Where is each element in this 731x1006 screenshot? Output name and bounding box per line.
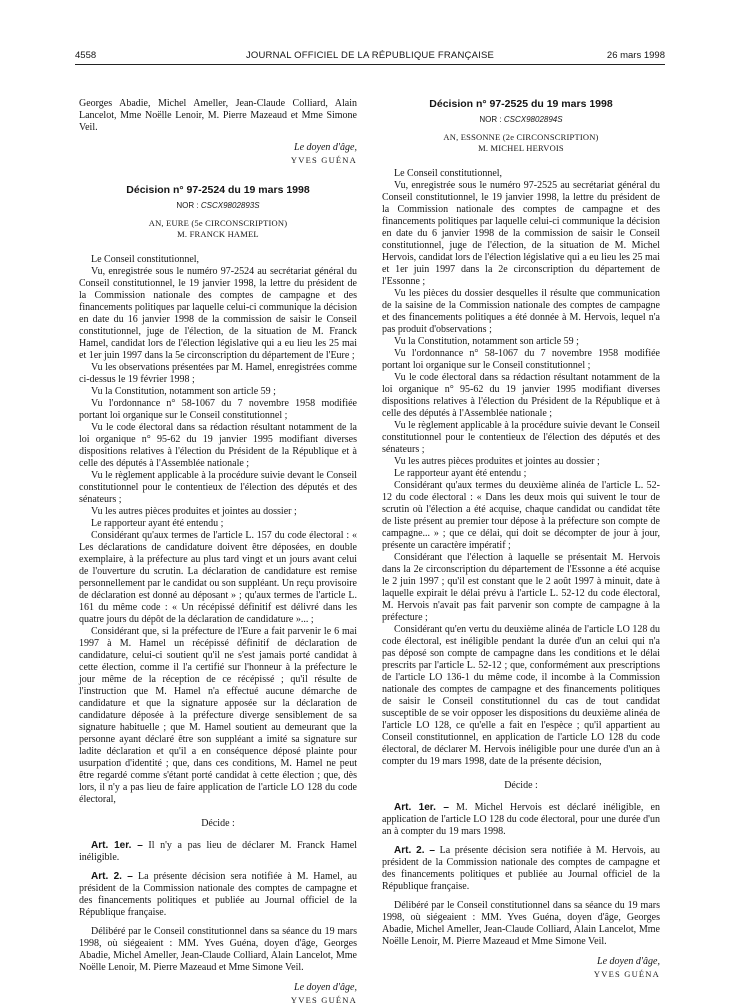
paragraph: Considérant qu'en vertu du deuxième alinéa de l'article LO 128 du code électoral, est inéligible pendant la durée d'un an celui qui n'a pas déposé son compte de campagne dans les conditions et le délai prescrits par l'article L. 52-12 ; que, conformément aux prescriptions de l'article LO 136-1 du même code, il incombe à la Commission nationale des comptes de campagne et des financements politiques de saisir le Conseil constitutionnel du cas de tout candidat susceptible de se voir opposer les dispositions du deuxième alinéa de l'article LO 128, ce qu'elle a fait en l'espèce ; qu'il appartient au Conseil constitutionnel, en application de l'article LO 128 du code électoral, de déclarer M. Hervois inéligible pour une durée d'un an à compter du 19 mars 1998, date de la présente décision, — [382, 624, 660, 767]
signature-name: YVES GUÉNA — [290, 995, 357, 1005]
signature-name: YVES GUÉNA — [593, 969, 660, 979]
paragraph: Vu l'ordonnance n° 58-1067 du 7 novembre 1958 modifiée portant loi organique sur le Conseil constitutionnel ; — [79, 398, 357, 421]
carryover-signature — [79, 142, 357, 166]
paragraph: Vu les autres pièces produites et jointes au dossier ; — [394, 456, 600, 467]
paragraph: Considérant qu'aux termes du deuxième alinéa de l'article L. 52-12 du code électoral : « Dans les deux mois qui suivent le tour de scrutin où l'élection a été acquise, chaque candidat ou candidat tête de liste présent au premier tour dépose à la préfecture son compte de campagne... » ; que ce délai, qui doit se décompter de jour à jour, présente un caractère impératif ; — [382, 480, 660, 551]
paragraph: Vu les autres pièces produites et jointes au dossier ; — [91, 506, 297, 517]
article-label: Art. 1er. – — [394, 802, 449, 813]
nor-label: NOR : — [176, 201, 199, 210]
decision-title: Décision n° 97-2524 du 19 mars 1998 — [126, 184, 310, 196]
decision-signature — [382, 956, 660, 980]
paragraph: Le rapporteur ayant été entendu ; — [394, 468, 527, 479]
article-label: Art. 1er. – — [91, 840, 143, 851]
candidate-name: M. MICHEL HERVOIS — [478, 143, 564, 153]
paragraph: Considérant que, si la préfecture de l'Eure a fait parvenir le 6 mai 1997 à M. Hamel un récépissé définitif de déclaration de candidature, celui-ci soutient qu'il ne s'est jamais porté candidat à cette élection, comme il l'a certifié sur l'honneur à la préfecture le jour même de la réception de ce récépissé ; qu'il résulte de l'instruction que M. Hamel n'a effectué aucune démarche de candidature et que la signature apposée sur la déclaration de candidature déposée à la préfecture diverge sensiblement de sa signature habituelle ; que M. Hamel soutient au demeurant que la personne ayant déclaré être son suppléant a imité sa signature sur ladite déclaration et qu'il a en conséquence déposé plainte pour usurpation d'identité ; que, dans ces conditions, M. Hamel ne peut être regardé comme s'étant porté candidat à cette élection ; que, dès lors, il n'y a pas lieu de faire application de l'article LO 128 du code électoral, — [79, 626, 357, 805]
circonscription: AN, EURE (5e CIRCONSCRIPTION) — [148, 218, 288, 228]
nor-label: NOR : — [479, 115, 502, 124]
paragraph: Vu, enregistrée sous le numéro 97-2524 au secrétariat général du Conseil constitutionnel, le 19 janvier 1998, la lettre du président de la Commission nationale des comptes de campagne et des financements politiques par laquelle celui-ci communique la décision en date du 16 janvier 1998 de la commission de saisir le Conseil constitutionnel, juge de l'élection, de la situation de M. Franck Hamel, candidat lors de l'élection législative qui a eu lieu les 25 mai et 1er juin 1997 dans la 5e circonscription du département de l'Eure ; — [79, 266, 357, 361]
article-text: La présente décision sera notifiée à M. Hamel, au président de la Commission nationale des comptes de campagne et des financements politiques et publiée au Journal officiel de la République française. — [79, 871, 357, 918]
paragraph: Vu le règlement applicable à la procédure suivie devant le Conseil constitutionnel pour le contentieux de l'élection des députés et des sénateurs ; — [79, 470, 357, 505]
journal-title: JOURNAL OFFICIEL DE LA RÉPUBLIQUE FRANÇAISE — [245, 50, 495, 61]
nor-code: CSCX9802893S — [200, 201, 260, 210]
carryover-text: Georges Abadie, Michel Ameller, Jean-Claude Colliard, Alain Lancelot, Mme Noëlle Lenoir, M. Pierre Mazeaud et Mme Simone Veil. — [79, 98, 357, 133]
article-2 — [382, 845, 660, 893]
page-header — [75, 50, 665, 65]
page-number: 4558 — [75, 50, 97, 61]
paragraph: Vu la Constitution, notamment son article 59 ; — [394, 336, 579, 347]
article-text: M. Michel Hervois est déclaré inéligible, en application de l'article LO 128 du code électoral, pour une durée d'un an à compter du 19 mars 1998. — [382, 802, 660, 837]
decide-heading: Décide : — [504, 780, 538, 791]
paragraph: Considérant qu'aux termes de l'article L. 157 du code électoral : « Les déclarations de candidature doivent être déposées, en double exemplaire, à la préfecture au plus tard vingt et un jours avant celui de l'ouverture du scrutin. La déclaration de candidature est remise personnellement par le candidat ou son suppléant. Un reçu provisoire de déclaration est donné au déposant » ; qu'aux termes de l'article L. 161 du même code : « Un récépissé définitif est délivré dans les quatre jours du dépôt de la déclaration de candidature »... ; — [79, 530, 357, 625]
paragraph: Vu le règlement applicable à la procédure suivie devant le Conseil constitutionnel pour le contentieux de l'élection des députés et des sénateurs ; — [382, 420, 660, 455]
nor-code: CSCX9802894S — [503, 115, 563, 124]
nor-reference — [79, 200, 357, 212]
signature-role: Le doyen d'âge, — [597, 956, 660, 967]
paragraph: Vu, enregistrée sous le numéro 97-2525 au secrétariat général du Conseil constitutionnel, le 19 janvier 1998, la lettre du président de la Commission nationale des comptes de campagne et des financements politiques par laquelle celui-ci communique la décision en date du 6 janvier 1998 de la commission de saisir le Conseil constitutionnel, juge de l'élection, de la situation de M. Michel Hervois, candidat lors de l'élection législative qui a eu lieu les 25 mai et 1er juin 1997 dans la 2e circonscription du département de l'Essonne ; — [382, 180, 660, 287]
article-text: Il n'y a pas lieu de déclarer M. Franck Hamel inéligible. — [79, 840, 357, 863]
paragraph: Le rapporteur ayant été entendu ; — [91, 518, 224, 529]
decision-title: Décision n° 97-2525 du 19 mars 1998 — [429, 98, 613, 110]
paragraph: Le Conseil constitutionnel, — [394, 168, 503, 179]
paragraph: Considérant que l'élection à laquelle se présentait M. Hervois dans la 2e circonscription du département de l'Essonne a été acquise le 2 juin 1997 ; qu'il est constant que le 2 août 1997 à minuit, date à laquelle expirait le délai prévu à l'article L. 52-12 du code électoral, M. Hervois n'avait pas fait parvenir son compte de campagne à la préfecture ; — [382, 552, 660, 623]
paragraph: Vu la Constitution, notamment son article 59 ; — [91, 386, 276, 397]
article-label: Art. 2. – — [91, 871, 133, 882]
article-label: Art. 2. – — [394, 845, 435, 856]
article-text: La présente décision sera notifiée à M. Hervois, au président de la Commission nationale des comptes de campagne et des financements politiques et publiée au Journal officiel de la République française. — [382, 845, 660, 892]
nor-reference — [382, 114, 660, 126]
deliberation: Délibéré par le Conseil constitutionnel dans sa séance du 19 mars 1998, où siégeaient : MM. Yves Guéna, doyen d'âge, Georges Abadie, Michel Ameller, Jean-Claude Colliard, Alain Lancelot, Mme Noëlle Lenoir, M. Pierre Mazeaud et Mme Simone Veil. — [79, 926, 357, 973]
paragraph: Vu l'ordonnance n° 58-1067 du 7 novembre 1958 modifiée portant loi organique sur le Conseil constitutionnel ; — [382, 348, 660, 371]
deliberation: Délibéré par le Conseil constitutionnel dans sa séance du 19 mars 1998, où siégeaient : MM. Yves Guéna, doyen d'âge, Georges Abadie, Michel Ameller, Jean-Claude Colliard, Alain Lancelot, Mme Noëlle Lenoir, M. Pierre Mazeaud et Mme Simone Veil. — [382, 900, 660, 947]
article-1 — [79, 840, 357, 864]
paragraph: Vu les observations présentées par M. Hamel, enregistrées comme ci-dessus le 19 février 1998 ; — [79, 362, 357, 385]
article-2 — [79, 871, 357, 919]
signature-name: YVES GUÉNA — [290, 155, 357, 165]
left-column — [79, 98, 357, 1006]
circonscription: AN, ESSONNE (2e CIRCONSCRIPTION) — [443, 132, 599, 142]
candidate-name: M. FRANCK HAMEL — [177, 229, 259, 239]
decide-heading: Décide : — [201, 818, 235, 829]
paragraph: Le Conseil constitutionnel, — [91, 254, 200, 265]
paragraph: Vu les pièces du dossier desquelles il résulte que communication de la saisine de la Commission nationale des comptes de campagne et des financements politiques a été donnée à M. Hervois, lequel n'a pas produit d'observations ; — [382, 288, 660, 335]
decision-signature — [79, 982, 357, 1006]
paragraph: Vu le code électoral dans sa rédaction résultant notamment de la loi organique n° 95-62 du 19 janvier 1995 modifiant diverses dispositions relatives à l'élection du Président de la République et à celle des députés à l'Assemblée nationale ; — [382, 372, 660, 419]
right-column — [382, 98, 660, 980]
issue-date: 26 mars 1998 — [606, 50, 665, 61]
signature-role: Le doyen d'âge, — [294, 982, 357, 993]
paragraph: Vu le code électoral dans sa rédaction résultant notamment de la loi organique n° 95-62 du 19 janvier 1995 modifiant diverses dispositions relatives à l'élection du Président de la République et à celle des députés à l'Assemblée nationale ; — [79, 422, 357, 469]
article-1 — [382, 802, 660, 838]
signature-role: Le doyen d'âge, — [294, 142, 357, 153]
